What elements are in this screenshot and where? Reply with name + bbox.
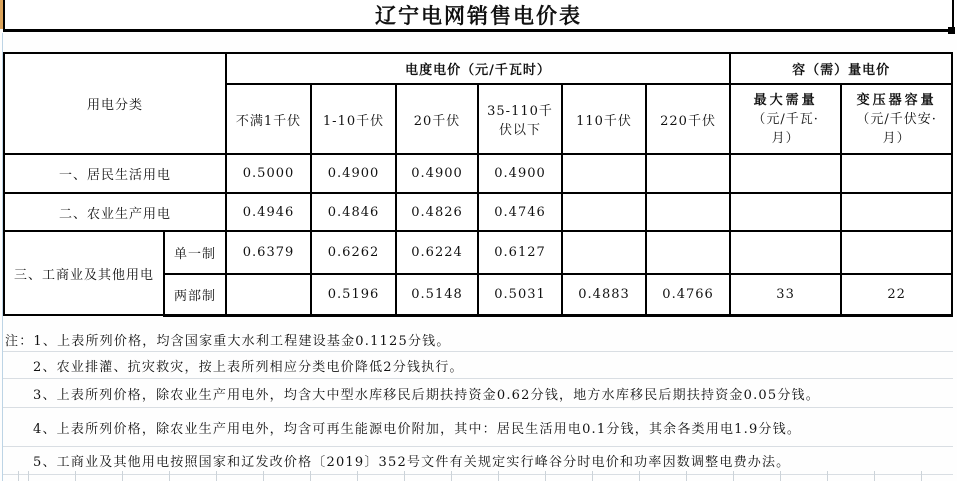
row-subcategory-single-system: 单一制 xyxy=(164,231,226,274)
table-row-industrial-single xyxy=(4,231,952,274)
table-title: 辽宁电网销售电价表 xyxy=(3,0,954,32)
header-row-groups xyxy=(4,53,952,84)
price-cell xyxy=(646,193,730,231)
row-category-agricultural: 二、农业生产用电 xyxy=(4,193,226,231)
table-row-agricultural xyxy=(4,193,952,231)
bottom-gridlines xyxy=(3,471,953,481)
note-line-2: 2、农业排灌、抗灾救灾，按上表所列相应分类电价降低2分钱执行。 xyxy=(3,352,953,379)
price-cell: 0.4883 xyxy=(562,274,646,315)
transformer-capacity-unit: （元/千伏安·月） xyxy=(856,112,937,146)
transformer-capacity-label: 变压器容量 xyxy=(856,93,937,109)
column-header-transformer-capacity xyxy=(841,84,952,154)
price-cell: 0.5148 xyxy=(396,274,478,315)
note-line-3: 3、上表所列价格，除农业生产用电外，均含大中型水库移民后期扶持资金0.62分钱，地方水库移民后期扶持资金0.05分钱。 xyxy=(3,379,953,408)
price-cell: 0.4846 xyxy=(311,193,396,231)
group-header-capacity-price: 容（需）量电价 xyxy=(730,53,952,84)
note-line-1: 注：1、上表所列价格，均含国家重大水利工程建设基金0.1125分钱。 xyxy=(3,328,953,352)
price-cell: 0.4900 xyxy=(396,154,478,193)
price-cell xyxy=(646,154,730,193)
price-cell xyxy=(841,193,952,231)
price-cell: 0.4826 xyxy=(396,193,478,231)
group-header-energy-price: 电度电价（元/千瓦时） xyxy=(226,53,730,84)
price-cell: 0.6127 xyxy=(478,231,562,274)
row-category-residential: 一、居民生活用电 xyxy=(4,154,226,193)
price-cell: 0.5000 xyxy=(226,154,311,193)
price-cell: 22 xyxy=(841,274,952,315)
price-cell xyxy=(562,231,646,274)
price-cell: 0.5031 xyxy=(478,274,562,315)
price-cell xyxy=(730,193,841,231)
table-row-residential xyxy=(4,154,952,193)
max-demand-unit: （元/千瓦·月） xyxy=(752,112,819,146)
price-cell xyxy=(730,231,841,274)
corner-header-usage-category: 用电分类 xyxy=(4,53,226,154)
note-line-4: 4、上表所列价格，除农业生产用电外，均含可再生能源电价附加，其中：居民生活用电0.1分钱，其余各类用电1.9分钱。 xyxy=(3,408,953,447)
price-cell: 33 xyxy=(730,274,841,315)
price-cell: 0.6224 xyxy=(396,231,478,274)
row-category-industrial: 三、工商业及其他用电 xyxy=(4,231,164,315)
selection-handle xyxy=(948,27,955,34)
price-cell: 0.6379 xyxy=(226,231,311,274)
price-table xyxy=(3,52,953,317)
price-cell: 0.4900 xyxy=(311,154,396,193)
notes-section xyxy=(3,328,953,475)
price-cell: 0.6262 xyxy=(311,231,396,274)
price-cell xyxy=(841,154,952,193)
column-header-under-1kv: 不满1千伏 xyxy=(226,84,311,154)
price-cell xyxy=(226,274,311,315)
price-cell: 0.4746 xyxy=(478,193,562,231)
price-cell: 0.4766 xyxy=(646,274,730,315)
column-header-110kv: 110千伏 xyxy=(562,84,646,154)
price-cell: 0.4900 xyxy=(478,154,562,193)
price-cell xyxy=(730,154,841,193)
column-header-1-10kv: 1-10千伏 xyxy=(311,84,396,154)
price-cell xyxy=(562,193,646,231)
price-cell xyxy=(646,231,730,274)
price-cell: 0.4946 xyxy=(226,193,311,231)
column-header-20kv: 20千伏 xyxy=(396,84,478,154)
note-line-5: 5、工商业及其他用电按照国家和辽发改价格〔2019〕352号文件有关规定实行峰谷分时电价和功率因数调整电费办法。 xyxy=(3,447,953,475)
column-header-220kv: 220千伏 xyxy=(646,84,730,154)
price-cell: 0.5196 xyxy=(311,274,396,315)
price-cell xyxy=(841,231,952,274)
column-header-max-demand xyxy=(730,84,841,154)
price-cell xyxy=(562,154,646,193)
column-header-35-110kv: 35-110千伏以下 xyxy=(478,84,562,154)
max-demand-label: 最大需量 xyxy=(753,93,818,109)
row-subcategory-two-part-system: 两部制 xyxy=(164,274,226,315)
